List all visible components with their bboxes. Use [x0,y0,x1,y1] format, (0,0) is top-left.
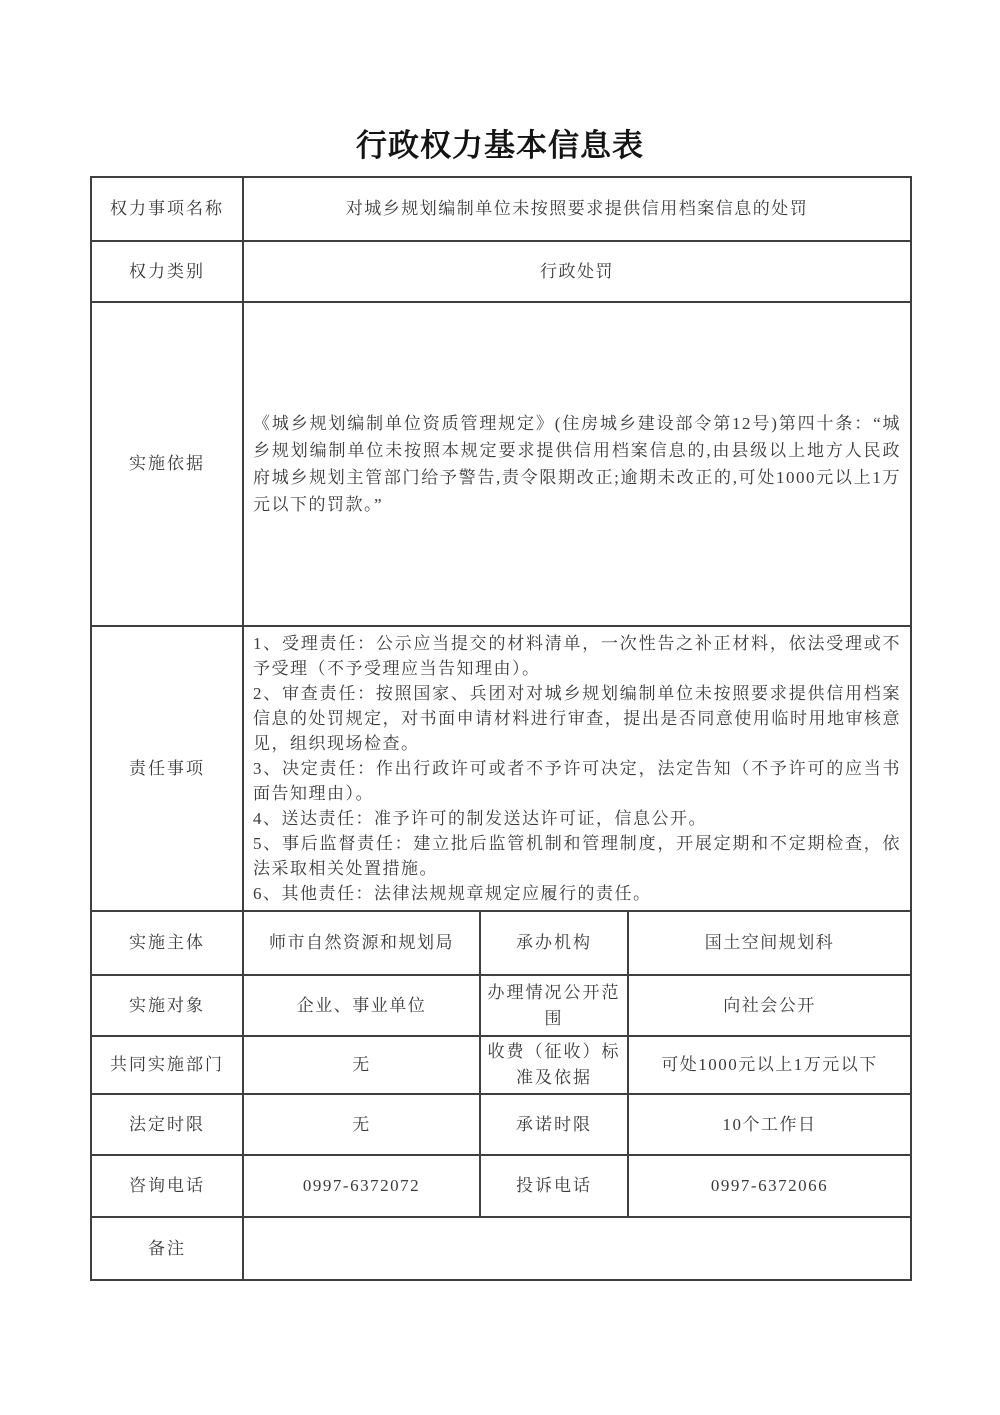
document-title: 行政权力基本信息表 [356,128,644,163]
undertaking-org-value: 国土空间规划科 [628,911,911,975]
row-implementation-basis [91,302,911,626]
joint-departments-label: 共同实施部门 [91,1036,243,1094]
statutory-time-limit-label: 法定时限 [91,1094,243,1155]
joint-departments-value: 无 [243,1036,480,1094]
row-joint-departments [91,1036,911,1094]
row-implementation-target [91,975,911,1036]
power-item-name-value: 对城乡规划编制单位未按照要求提供信用档案信息的处罚 [243,177,911,241]
responsibility-item-2: 2、审查责任：按照国家、兵团对对城乡规划编制单位未按照要求提供信用档案信息的处罚规定，对书面申请材料进行审查，提出是否同意使用临时用地审核意见，组织现场检查。 [253,684,902,753]
responsibility-item-5: 5、事后监督责任：建立批后监管机制和管理制度，开展定期和不定期检查，依法采取相关处置措施。 [253,834,902,878]
inquiry-phone-label: 咨询电话 [91,1155,243,1217]
implementation-target-label: 实施对象 [91,975,243,1036]
row-implementing-body [91,911,911,975]
implementing-body-value: 师市自然资源和规划局 [243,911,480,975]
undertaking-org-label: 承办机构 [480,911,628,975]
fee-standard-value: 可处1000元以上1万元以下 [628,1036,911,1094]
complaint-phone-label: 投诉电话 [480,1155,628,1217]
power-item-name-label: 权力事项名称 [91,177,243,241]
responsibility-items-value [243,626,911,911]
implementing-body-label: 实施主体 [91,911,243,975]
row-power-item-name [91,177,911,241]
inquiry-phone-value: 0997-6372072 [243,1155,480,1217]
implementation-basis-label: 实施依据 [91,302,243,626]
statutory-time-limit-value: 无 [243,1094,480,1155]
row-responsibility-items [91,626,911,911]
row-phone-numbers [91,1155,911,1217]
fee-standard-label: 收费（征收）标准及依据 [480,1036,628,1094]
power-info-table [90,176,912,1281]
row-statutory-time-limit [91,1094,911,1155]
row-power-category [91,241,911,302]
promised-time-limit-label: 承诺时限 [480,1094,628,1155]
implementation-target-value: 企业、事业单位 [243,975,480,1036]
remarks-value [243,1217,911,1280]
responsibility-item-3: 3、决定责任：作出行政许可或者不予许可决定，法定告知（不予许可的应当书面告知理由）。 [253,759,902,803]
responsibility-item-6: 6、其他责任：法律法规规章规定应履行的责任。 [253,884,652,903]
disclosure-scope-label: 办理情况公开范围 [480,975,628,1036]
promised-time-limit-value: 10个工作日 [628,1094,911,1155]
power-category-value: 行政处罚 [243,241,911,302]
remarks-label: 备注 [91,1217,243,1280]
power-category-label: 权力类别 [91,241,243,302]
responsibility-item-1: 1、受理责任：公示应当提交的材料清单，一次性告之补正材料，依法受理或不予受理（不予受理应当告知理由）。 [253,634,902,678]
responsibility-items-label: 责任事项 [91,626,243,911]
disclosure-scope-value: 向社会公开 [628,975,911,1036]
row-remarks [91,1217,911,1280]
implementation-basis-value: 《城乡规划编制单位资质管理规定》(住房城乡建设部令第12号)第四十条：“城乡规划编制单位未按照本规定要求提供信用档案信息的,由县级以上地方人民政府城乡规划主管部门给予警告,责令限期改正;逾期未改正的,可处1000元以上1万元以下的罚款。” [243,302,911,626]
complaint-phone-value: 0997-6372066 [628,1155,911,1217]
responsibility-item-4: 4、送达责任：准予许可的制发送达许可证，信息公开。 [253,809,707,828]
